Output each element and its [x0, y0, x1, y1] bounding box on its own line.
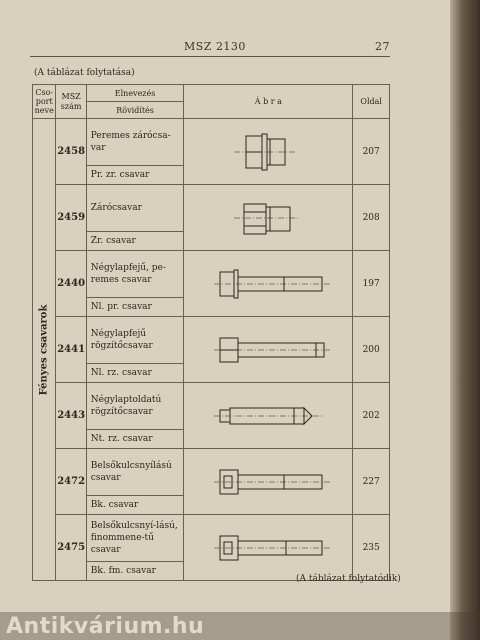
item-name: Belsőkulcsnyílású csavar	[86, 449, 184, 496]
page-number: 27	[375, 40, 390, 53]
col-header-msz-line1: MSZ	[61, 91, 81, 101]
table-row	[33, 119, 390, 166]
figure-cell	[184, 251, 353, 317]
square-head-set-screw-icon	[184, 322, 352, 378]
table-row	[33, 515, 390, 562]
item-abbreviation: Nl. rz. csavar	[86, 364, 184, 383]
table-row	[33, 185, 390, 232]
page-reference: 202	[353, 383, 390, 449]
figure-cell	[184, 317, 353, 383]
flanged-plug-screw-icon	[184, 124, 352, 180]
col-header-page: Oldal	[353, 85, 390, 119]
col-header-msz-line2: szám	[60, 101, 82, 111]
msz-number: 2472	[56, 449, 86, 515]
page-reference: 200	[353, 317, 390, 383]
item-name: Négylapfejű rögzítőcsavar	[86, 317, 184, 364]
table-row	[33, 251, 390, 298]
page-reference: 235	[353, 515, 390, 581]
figure-cell	[184, 185, 353, 251]
col-header-name: Elnevezés	[86, 85, 184, 102]
item-abbreviation: Bk. csavar	[86, 496, 184, 515]
page-reference: 227	[353, 449, 390, 515]
table-row	[33, 383, 390, 430]
square-shank-set-screw-icon	[184, 388, 352, 444]
table-row	[33, 449, 390, 496]
figure-cell	[184, 383, 353, 449]
table-row	[33, 317, 390, 364]
msz-number: 2458	[56, 119, 86, 185]
standard-header: MSZ 2130	[184, 40, 246, 53]
item-abbreviation: Pr. zr. csavar	[86, 166, 184, 185]
msz-number: 2443	[56, 383, 86, 449]
item-name: Peremes zárócsa-var	[86, 119, 184, 166]
col-header-group-line2: port	[35, 97, 53, 106]
square-head-flanged-bolt-icon	[184, 256, 352, 312]
figure-cell	[184, 449, 353, 515]
watermark-text: Antikvárium.hu	[6, 614, 205, 639]
group-cell	[33, 119, 56, 581]
page-reference: 207	[353, 119, 390, 185]
figure-cell	[184, 119, 353, 185]
col-header-abbr: Rövidítés	[86, 102, 184, 119]
header-rule	[30, 56, 390, 57]
msz-number: 2459	[56, 185, 86, 251]
table-continued-caption: (A táblázat folytatása)	[34, 68, 135, 78]
figure-cell	[184, 515, 353, 581]
group-label: Fényes csavarok	[38, 304, 50, 395]
col-header-msz	[56, 85, 86, 119]
item-abbreviation: Zr. csavar	[86, 232, 184, 251]
screw-catalog-table	[32, 84, 390, 581]
col-header-group-line1: Cso-	[35, 88, 54, 97]
book-spine-shadow	[450, 0, 480, 640]
item-name: Négylaptoldatú rögzítőcsavar	[86, 383, 184, 430]
item-name: Zárócsavar	[86, 185, 184, 232]
col-header-figure: Á b r a	[184, 85, 353, 119]
page-reference: 197	[353, 251, 390, 317]
col-header-group	[33, 85, 56, 119]
socket-head-screw-icon	[184, 454, 352, 510]
table-continues-caption: (A táblázat folytatódik)	[296, 574, 401, 584]
msz-number: 2441	[56, 317, 86, 383]
item-name: Négylapfejű, pe-remes csavar	[86, 251, 184, 298]
col-header-group-line3: neve	[34, 106, 54, 115]
page-reference: 208	[353, 185, 390, 251]
msz-number: 2475	[56, 515, 86, 581]
item-abbreviation: Nt. rz. csavar	[86, 430, 184, 449]
plug-screw-icon	[184, 190, 352, 246]
socket-head-fine-thread-screw-icon	[184, 520, 352, 576]
msz-number: 2440	[56, 251, 86, 317]
item-name: Belsőkulcsnyí-lású, finommene-tű csavar	[86, 515, 184, 562]
item-abbreviation: Bk. fm. csavar	[86, 562, 184, 581]
item-abbreviation: Nl. pr. csavar	[86, 298, 184, 317]
